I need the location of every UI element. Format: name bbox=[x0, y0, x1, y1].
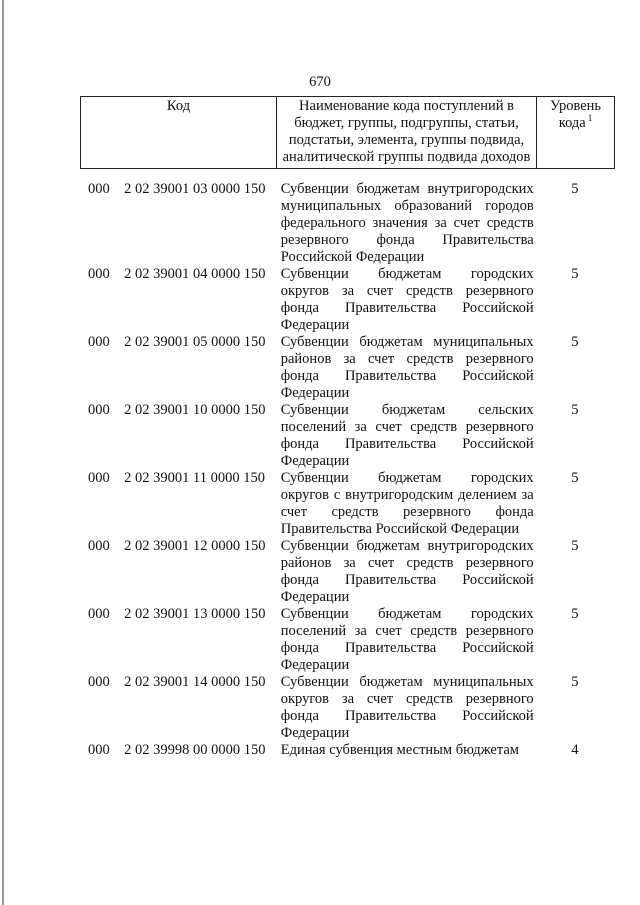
code-level-cell: 5 bbox=[571, 606, 579, 622]
header-cell-name bbox=[277, 97, 537, 169]
header-cell-code bbox=[81, 97, 277, 169]
revenue-name-cell: Субвенции бюджетам сельских поселений за счет средств резервного фонда Правительства Российской Федерации bbox=[280, 402, 534, 469]
table-row bbox=[80, 334, 614, 402]
code-level-cell: 5 bbox=[571, 266, 579, 282]
code-level-cell: 5 bbox=[571, 470, 579, 486]
page-edge-line bbox=[2, 0, 4, 905]
table-header bbox=[80, 96, 615, 169]
table-row bbox=[80, 402, 614, 470]
revenue-code-cell: 2 02 39001 11 0000 150 bbox=[124, 470, 265, 486]
admin-code-cell: 000 bbox=[88, 181, 110, 197]
revenue-name-cell: Субвенции бюджетам городских поселений за счет средств резервного фонда Правительства Российской Федерации bbox=[280, 606, 534, 673]
revenue-code-cell: 2 02 39001 14 0000 150 bbox=[124, 674, 266, 690]
admin-code-cell: 000 bbox=[88, 334, 110, 350]
header-cell-level bbox=[537, 97, 615, 169]
code-level-cell: 5 bbox=[571, 674, 579, 690]
revenue-code-cell: 2 02 39998 00 0000 150 bbox=[124, 742, 266, 758]
admin-code-cell: 000 bbox=[88, 470, 110, 486]
page-number: 670 bbox=[309, 74, 331, 90]
table-row bbox=[80, 181, 614, 266]
table-row bbox=[80, 266, 614, 334]
admin-code-cell: 000 bbox=[88, 538, 110, 554]
revenue-code-cell: 2 02 39001 13 0000 150 bbox=[124, 606, 266, 622]
revenue-code-cell: 2 02 39001 03 0000 150 bbox=[124, 181, 266, 197]
revenue-code-cell: 2 02 39001 10 0000 150 bbox=[124, 402, 266, 418]
header-level-footnote: 1 bbox=[587, 113, 593, 124]
header-row bbox=[81, 97, 615, 169]
table-row bbox=[80, 606, 614, 674]
revenue-name-cell: Субвенции бюджетам муниципальных районов за счет средств резервного фонда Правительства Российской Федерации bbox=[280, 334, 534, 401]
revenue-code-cell: 2 02 39001 12 0000 150 bbox=[124, 538, 266, 554]
header-code-label: Код bbox=[166, 98, 191, 114]
codes-table bbox=[80, 181, 614, 759]
admin-code-cell: 000 bbox=[88, 674, 110, 690]
revenue-name-cell: Субвенции бюджетам внутригородских районов за счет средств резервного фонда Правительства Российской Федерации bbox=[280, 538, 534, 605]
codes-table-body bbox=[80, 181, 614, 759]
revenue-name-cell: Субвенции бюджетам городских округов за счет средств резервного фонда Правительства Российской Федерации bbox=[280, 266, 534, 333]
admin-code-cell: 000 bbox=[88, 266, 110, 282]
code-level-cell: 5 bbox=[571, 402, 579, 418]
admin-code-cell: 000 bbox=[88, 606, 110, 622]
table-row bbox=[80, 674, 614, 742]
code-level-cell: 5 bbox=[571, 181, 579, 197]
revenue-code-cell: 2 02 39001 05 0000 150 bbox=[124, 334, 266, 350]
admin-code-cell: 000 bbox=[88, 402, 110, 418]
revenue-code-cell: 2 02 39001 04 0000 150 bbox=[124, 266, 266, 282]
header-level-label: Уровень кода bbox=[549, 98, 602, 131]
table-row bbox=[80, 538, 614, 606]
code-level-cell: 5 bbox=[571, 538, 579, 554]
revenue-name-cell: Единая субвенция местным бюджетам bbox=[280, 742, 519, 758]
code-level-cell: 4 bbox=[571, 742, 579, 758]
revenue-name-cell: Субвенции бюджетам муниципальных округов за счет средств резервного фонда Правительства Российской Федерации bbox=[280, 674, 534, 741]
header-name-label: Наименование кода поступлений в бюджет, группы, подгруппы, статьи, подстатьи, элемента, группы подвида, аналитической группы подвида доходов bbox=[282, 98, 531, 165]
table-row bbox=[80, 470, 614, 538]
code-level-cell: 5 bbox=[571, 334, 579, 350]
revenue-name-cell: Субвенции бюджетам внутригородских муниципальных образований городов федерального значения за счет средств резервного фонда Правительства Российской Федерации bbox=[280, 181, 534, 265]
table-row bbox=[80, 742, 614, 759]
admin-code-cell: 000 bbox=[88, 742, 110, 758]
revenue-name-cell: Субвенции бюджетам городских округов с внутригородским делением за счет средств резервного фонда Правительства Российской Федерации bbox=[280, 470, 534, 537]
